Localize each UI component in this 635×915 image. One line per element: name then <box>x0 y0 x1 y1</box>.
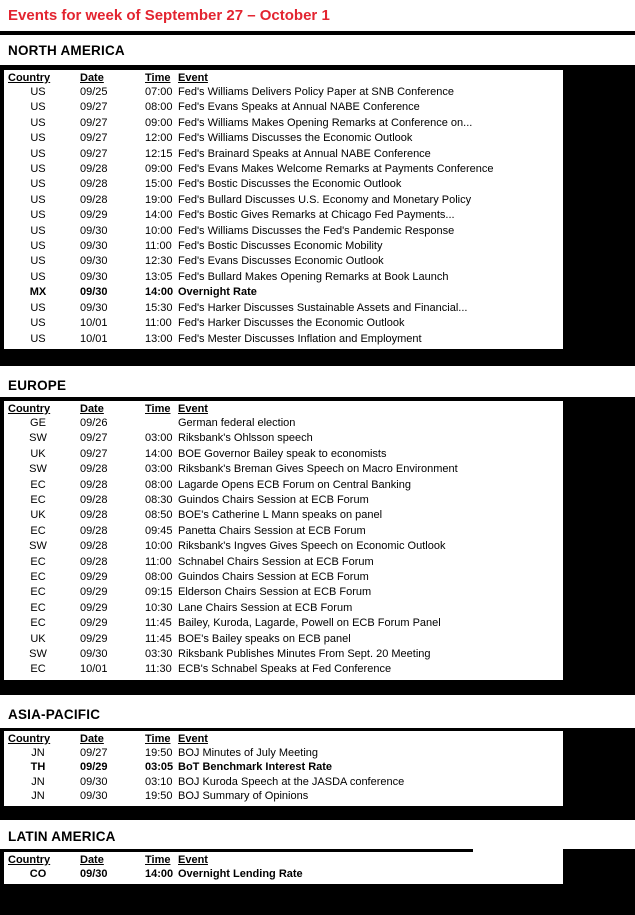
cell-time: 09:15 <box>145 586 173 599</box>
table-row <box>4 270 563 285</box>
cell-country: US <box>30 317 46 330</box>
table-row <box>4 524 563 539</box>
cell-date: 09/30 <box>80 255 108 268</box>
table-row <box>4 177 563 192</box>
cell-event: Overnight Rate <box>178 286 257 299</box>
cell-date: 09/29 <box>80 209 108 222</box>
table-row <box>4 131 563 146</box>
cell-time: 09:45 <box>145 524 173 537</box>
cell-time: 08:50 <box>145 509 173 522</box>
cell-event: Guindos Chairs Session at ECB Forum <box>178 493 369 506</box>
cell-event: Fed's Bostic Discusses Economic Mobility <box>178 240 383 253</box>
table-row <box>4 100 563 115</box>
cell-date: 09/30 <box>80 240 108 253</box>
cell-date: 09/29 <box>80 601 108 614</box>
table-row <box>4 493 563 508</box>
cell-date: 10/01 <box>80 332 108 345</box>
cell-event: Riksbank's Ingves Gives Speech on Economic Outlook <box>178 540 446 553</box>
cell-time: 08:00 <box>145 478 173 491</box>
cell-time: 12:00 <box>145 132 173 145</box>
cell-event: BoT Benchmark Interest Rate <box>178 761 333 774</box>
cell-country: GE <box>30 416 46 429</box>
section-north-america <box>0 43 635 366</box>
cell-country: US <box>30 209 46 222</box>
cell-date: 09/30 <box>80 867 108 880</box>
section-heading: ASIA-PACIFIC <box>8 706 101 722</box>
cell-event: Fed's Harker Discusses Sustainable Assets and Financial... <box>178 301 468 314</box>
cell-event: BOJ Summary of Opinions <box>178 790 309 803</box>
cell-date: 09/30 <box>80 301 108 314</box>
section-heading: NORTH AMERICA <box>8 43 125 58</box>
cell-date: 09/30 <box>80 286 108 299</box>
table-row <box>4 431 563 446</box>
cell-event: BOJ Kuroda Speech at the JASDA conference <box>178 775 405 788</box>
cell-country: US <box>30 101 46 114</box>
table-rows <box>4 85 563 347</box>
table-row <box>4 585 563 600</box>
table-row <box>4 447 563 462</box>
right-fill-block <box>563 728 635 806</box>
table-header-row <box>4 402 563 416</box>
column-header-event: Event <box>178 72 208 84</box>
table-row <box>4 570 563 585</box>
cell-country: EC <box>30 493 46 506</box>
cell-country: UK <box>30 632 46 645</box>
cell-time: 12:30 <box>145 255 173 268</box>
cell-time: 03:10 <box>145 775 173 788</box>
cell-time: 19:50 <box>145 790 173 803</box>
cell-date: 09/28 <box>80 163 108 176</box>
cell-time: 19:50 <box>145 746 173 759</box>
table-row <box>4 147 563 162</box>
table-rows <box>4 746 563 804</box>
cell-date: 09/30 <box>80 775 108 788</box>
cell-country: EC <box>30 478 46 491</box>
cell-date: 09/29 <box>80 761 108 774</box>
cell-event: Guindos Chairs Session at ECB Forum <box>178 570 369 583</box>
table-row <box>4 116 563 131</box>
cell-time: 13:00 <box>145 332 173 345</box>
cell-event: Fed's Bostic Gives Remarks at Chicago Fed Payments... <box>178 209 455 222</box>
cell-time: 08:30 <box>145 493 173 506</box>
cell-time: 10:30 <box>145 601 173 614</box>
cell-time: 11:45 <box>145 617 172 630</box>
cell-time: 11:45 <box>145 632 172 645</box>
column-header-date: Date <box>80 72 104 84</box>
column-header-event: Event <box>178 853 208 866</box>
cell-country: US <box>30 132 46 145</box>
cell-time: 11:00 <box>145 317 172 330</box>
table-row <box>4 224 563 239</box>
cell-country: EC <box>30 617 46 630</box>
cell-time: 03:05 <box>145 761 174 774</box>
table-row <box>4 775 563 790</box>
table-row <box>4 462 563 477</box>
column-header-time: Time <box>145 72 171 84</box>
events-table <box>0 397 635 680</box>
cell-event: Riksbank's Ohlsson speech <box>178 432 313 445</box>
table-row <box>4 478 563 493</box>
section-heading: LATIN AMERICA <box>8 828 116 844</box>
column-header-country: Country <box>8 853 51 866</box>
cell-country: US <box>30 240 46 253</box>
cell-date: 10/01 <box>80 317 108 330</box>
table-row <box>4 760 563 775</box>
cell-event: Fed's Bullard Makes Opening Remarks at Book Launch <box>178 270 449 283</box>
cell-event: Panetta Chairs Session at ECB Forum <box>178 524 366 537</box>
cell-date: 09/30 <box>80 648 108 660</box>
cell-date: 09/27 <box>80 132 108 145</box>
cell-country: US <box>30 116 46 129</box>
column-header-date: Date <box>80 853 104 866</box>
cell-date: 09/26 <box>80 416 108 429</box>
cell-time: 14:00 <box>145 286 174 299</box>
table-row <box>4 555 563 570</box>
cell-event: BOE's Catherine L Mann speaks on panel <box>178 509 383 522</box>
cell-date: 09/29 <box>80 632 108 645</box>
column-header-time: Time <box>145 732 171 745</box>
column-header-event: Event <box>178 732 208 745</box>
cell-time: 11:00 <box>145 240 172 253</box>
table-header-row <box>4 71 563 85</box>
table-row <box>4 508 563 523</box>
cell-event: BOJ Minutes of July Meeting <box>178 746 319 759</box>
cell-country: JN <box>31 775 45 788</box>
table-row <box>4 285 563 300</box>
cell-time: 09:00 <box>145 116 173 129</box>
cell-country: EC <box>30 555 46 568</box>
cell-event: Lagarde Opens ECB Forum on Central Banking <box>178 478 411 491</box>
bottom-band <box>0 884 635 915</box>
bottom-band <box>0 349 635 366</box>
cell-date: 09/30 <box>80 790 108 803</box>
cell-time: 08:00 <box>145 570 173 583</box>
cell-time: 15:30 <box>145 301 173 314</box>
cell-event: ECB's Schnabel Speaks at Fed Conference <box>178 663 392 676</box>
cell-country: UK <box>30 447 46 460</box>
column-header-time: Time <box>145 853 171 866</box>
cell-country: TH <box>30 761 46 774</box>
cell-event: Fed's Williams Discusses the Economic Outlook <box>178 132 413 145</box>
table-row <box>4 867 563 882</box>
bottom-band <box>0 806 635 820</box>
cell-event: Fed's Mester Discusses Inflation and Employment <box>178 332 422 345</box>
cell-date: 09/28 <box>80 540 108 553</box>
cell-time: 10:00 <box>145 224 173 237</box>
cell-event: Riksbank Publishes Minutes From Sept. 20 Meeting <box>178 648 431 660</box>
cell-event: BOE Governor Bailey speak to economists <box>178 447 387 460</box>
cell-country: MX <box>29 286 47 299</box>
table-row <box>4 416 563 431</box>
table-row <box>4 301 563 316</box>
column-header-country: Country <box>8 72 51 84</box>
table-row <box>4 208 563 223</box>
table-row <box>4 332 563 347</box>
table-row <box>4 254 563 269</box>
cell-date: 09/30 <box>80 270 108 283</box>
cell-country: US <box>30 270 46 283</box>
cell-date: 09/28 <box>80 463 108 476</box>
table-rows <box>4 867 563 882</box>
cell-country: EC <box>30 586 46 599</box>
cell-event: German federal election <box>178 416 296 429</box>
title-divider <box>0 31 635 35</box>
cell-country: US <box>30 255 46 268</box>
cell-event: Fed's Brainard Speaks at Annual NABE Conference <box>178 147 431 160</box>
cell-country: US <box>30 224 46 237</box>
events-table <box>0 65 635 349</box>
cell-event: Fed's Williams Discusses the Fed's Pandemic Response <box>178 224 455 237</box>
cell-time: 12:15 <box>145 147 173 160</box>
cell-country: US <box>30 178 46 191</box>
cell-time: 14:00 <box>145 867 174 880</box>
cell-date: 09/27 <box>80 432 108 445</box>
cell-date: 09/27 <box>80 447 108 460</box>
table-row <box>4 193 563 208</box>
table-rows <box>4 416 563 678</box>
cell-time: 11:00 <box>145 555 172 568</box>
cell-country: SW <box>29 432 47 445</box>
cell-event: Fed's Bullard Discusses U.S. Economy and Monetary Policy <box>178 193 472 206</box>
bottom-band <box>0 680 635 695</box>
cell-date: 09/28 <box>80 493 108 506</box>
cell-event: Lane Chairs Session at ECB Forum <box>178 601 353 614</box>
cell-event: Elderson Chairs Session at ECB Forum <box>178 586 372 599</box>
cell-time: 03:00 <box>145 432 173 445</box>
events-table <box>0 849 635 884</box>
cell-event: BOE's Bailey speaks on ECB panel <box>178 632 351 645</box>
cell-event: Fed's Williams Makes Opening Remarks at Conference on... <box>178 116 473 129</box>
cell-date: 09/28 <box>80 509 108 522</box>
cell-country: UK <box>30 509 46 522</box>
cell-date: 09/27 <box>80 147 108 160</box>
table-row <box>4 746 563 761</box>
section-asia-pacific <box>0 707 635 820</box>
cell-event: Fed's Bostic Discusses the Economic Outlook <box>178 178 402 191</box>
cell-country: SW <box>29 648 47 660</box>
table-row <box>4 616 563 631</box>
cell-event: Overnight Lending Rate <box>178 867 303 880</box>
cell-time: 07:00 <box>145 86 173 98</box>
cell-date: 09/28 <box>80 524 108 537</box>
cell-event: Fed's Harker Discusses the Economic Outlook <box>178 317 405 330</box>
cell-event: Bailey, Kuroda, Lagarde, Powell on ECB Forum Panel <box>178 617 441 630</box>
table-row <box>4 662 563 677</box>
cell-time: 10:00 <box>145 540 173 553</box>
section-heading: EUROPE <box>8 377 67 393</box>
cell-time <box>138 416 178 431</box>
cell-time: 13:05 <box>145 270 173 283</box>
table-top-rule <box>0 849 473 852</box>
section-latin-america <box>0 829 635 915</box>
cell-date: 09/28 <box>80 555 108 568</box>
cell-country: JN <box>31 790 45 803</box>
cell-country: SW <box>29 463 47 476</box>
cell-country: EC <box>30 663 46 676</box>
cell-country: EC <box>30 524 46 537</box>
right-fill-block <box>563 849 635 884</box>
right-fill-block <box>563 65 635 349</box>
cell-country: US <box>30 193 46 206</box>
table-row <box>4 539 563 554</box>
table-row <box>4 789 563 804</box>
column-header-country: Country <box>8 732 51 745</box>
cell-time: 15:00 <box>145 178 173 191</box>
cell-date: 09/27 <box>80 116 108 129</box>
cell-date: 09/27 <box>80 746 108 759</box>
table-row <box>4 85 563 100</box>
cell-event: Fed's Williams Delivers Policy Paper at SNB Conference <box>178 86 454 98</box>
cell-country: US <box>30 332 46 345</box>
cell-time: 14:00 <box>145 209 173 222</box>
cell-country: EC <box>30 570 46 583</box>
column-header-date: Date <box>80 402 104 415</box>
cell-date: 09/30 <box>80 224 108 237</box>
cell-country: US <box>30 147 46 160</box>
cell-time: 11:30 <box>145 663 172 676</box>
column-header-event: Event <box>178 402 208 415</box>
table-row <box>4 601 563 616</box>
cell-date: 09/28 <box>80 478 108 491</box>
cell-country: EC <box>30 601 46 614</box>
table-row <box>4 316 563 331</box>
table-row <box>4 239 563 254</box>
table-row <box>4 162 563 177</box>
table-header-row <box>4 732 563 746</box>
cell-time: 09:00 <box>145 163 173 176</box>
table-row <box>4 632 563 647</box>
table-header-row <box>4 853 563 867</box>
cell-date: 09/29 <box>80 570 108 583</box>
cell-date: 09/29 <box>80 586 108 599</box>
column-header-time: Time <box>145 402 171 415</box>
cell-time: 03:30 <box>145 648 173 660</box>
cell-date: 10/01 <box>80 663 108 676</box>
right-fill-block <box>563 397 635 680</box>
cell-date: 09/27 <box>80 101 108 114</box>
cell-event: Fed's Evans Discusses Economic Outlook <box>178 255 384 268</box>
cell-country: US <box>30 86 46 98</box>
cell-country: US <box>30 301 46 314</box>
section-europe <box>0 378 635 695</box>
cell-date: 09/28 <box>80 178 108 191</box>
cell-event: Riksbank's Breman Gives Speech on Macro Environment <box>178 463 458 476</box>
cell-time: 08:00 <box>145 101 173 114</box>
cell-event: Fed's Evans Speaks at Annual NABE Conference <box>178 101 420 114</box>
cell-date: 09/28 <box>80 193 108 206</box>
cell-date: 09/29 <box>80 617 108 630</box>
table-row <box>4 647 563 662</box>
cell-date: 09/25 <box>80 86 108 98</box>
cell-country: CO <box>29 867 47 880</box>
cell-time: 14:00 <box>145 447 173 460</box>
column-header-date: Date <box>80 732 104 745</box>
cell-event: Schnabel Chairs Session at ECB Forum <box>178 555 374 568</box>
cell-country: SW <box>29 540 47 553</box>
cell-event: Fed's Evans Makes Welcome Remarks at Payments Conference <box>178 163 494 176</box>
cell-time: 19:00 <box>145 193 173 206</box>
report-title: Events for week of September 27 – October 1 <box>8 7 330 24</box>
column-header-country: Country <box>8 402 51 415</box>
cell-country: JN <box>31 746 45 759</box>
cell-country: US <box>30 163 46 176</box>
cell-time: 03:00 <box>145 463 173 476</box>
events-table <box>0 728 635 806</box>
